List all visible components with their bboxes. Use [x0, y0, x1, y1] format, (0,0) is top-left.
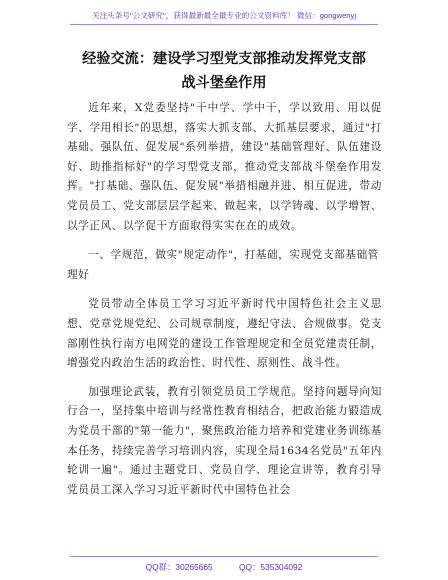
header-divider [70, 24, 378, 25]
footer-qq: QQ：535304092 [239, 562, 303, 572]
title-line-1: 经验交流：建设学习型党支部推动发挥党支部 [82, 51, 366, 67]
title-line-2: 战斗堡垒作用 [181, 75, 267, 91]
footer-qq-group: QQ群：30265665 [145, 562, 213, 572]
header-banner: 关注头条号"公文研究"，获得最新最全最专业的公文资料库！ 微信：gongwenyj [91, 11, 357, 20]
footer-divider [70, 556, 378, 557]
document-title [40, 47, 408, 95]
body-paragraph-1: 党员带动全体员工学习习近平新时代中国特色社会主义思想、党章党规党纪、公司规章制度，遵纪守法、合规做事。党支部刚性执行南方电网党的建设工作管理规定和全员党建责任制，增强党内政治生活的政治性、时代性、原则性、战斗性。 [67, 298, 382, 370]
section-heading: 一、学规范，做实"规定动作"，打基础，实现党支部基础管理好 [67, 249, 379, 281]
document-body [67, 99, 382, 500]
body-paragraph-2: 加强理论武装，教育引领党员员工学规范。坚持问题导向知行合一，坚持集中培训与经常性教育相结合，把政治能力锻造成为党员干部的"第一能力"，聚焦政治能力培养和党建业务训练基本任务，持续完善学习培训内容，实现全局1634名党员"五年内轮训一遍"。通过主题党日、党员自学、理论宣讲等，教育引导党员员工深入学习习近平新时代中国特色社会 [67, 385, 382, 496]
footer-contact [0, 561, 448, 573]
intro-paragraph: 近年来，X党委坚持"干中学、学中干，学以致用、用以促学、学用相长"的思想，落实大抓支部、大抓基层要求，通过"打基础、强队伍、促发展"系列举措，建设"基础管理好、队伍建设好、助推指标好"的学习型党支部，推动党支部战斗堡垒作用发挥。"打基础、强队伍、促发展"举措相融并进、相互促进，带动党员员工、党支部层层学起来、做起来，以学铸魂、以学增智、以学正风、以学促干方面取得实实在在的成效。 [67, 102, 382, 232]
